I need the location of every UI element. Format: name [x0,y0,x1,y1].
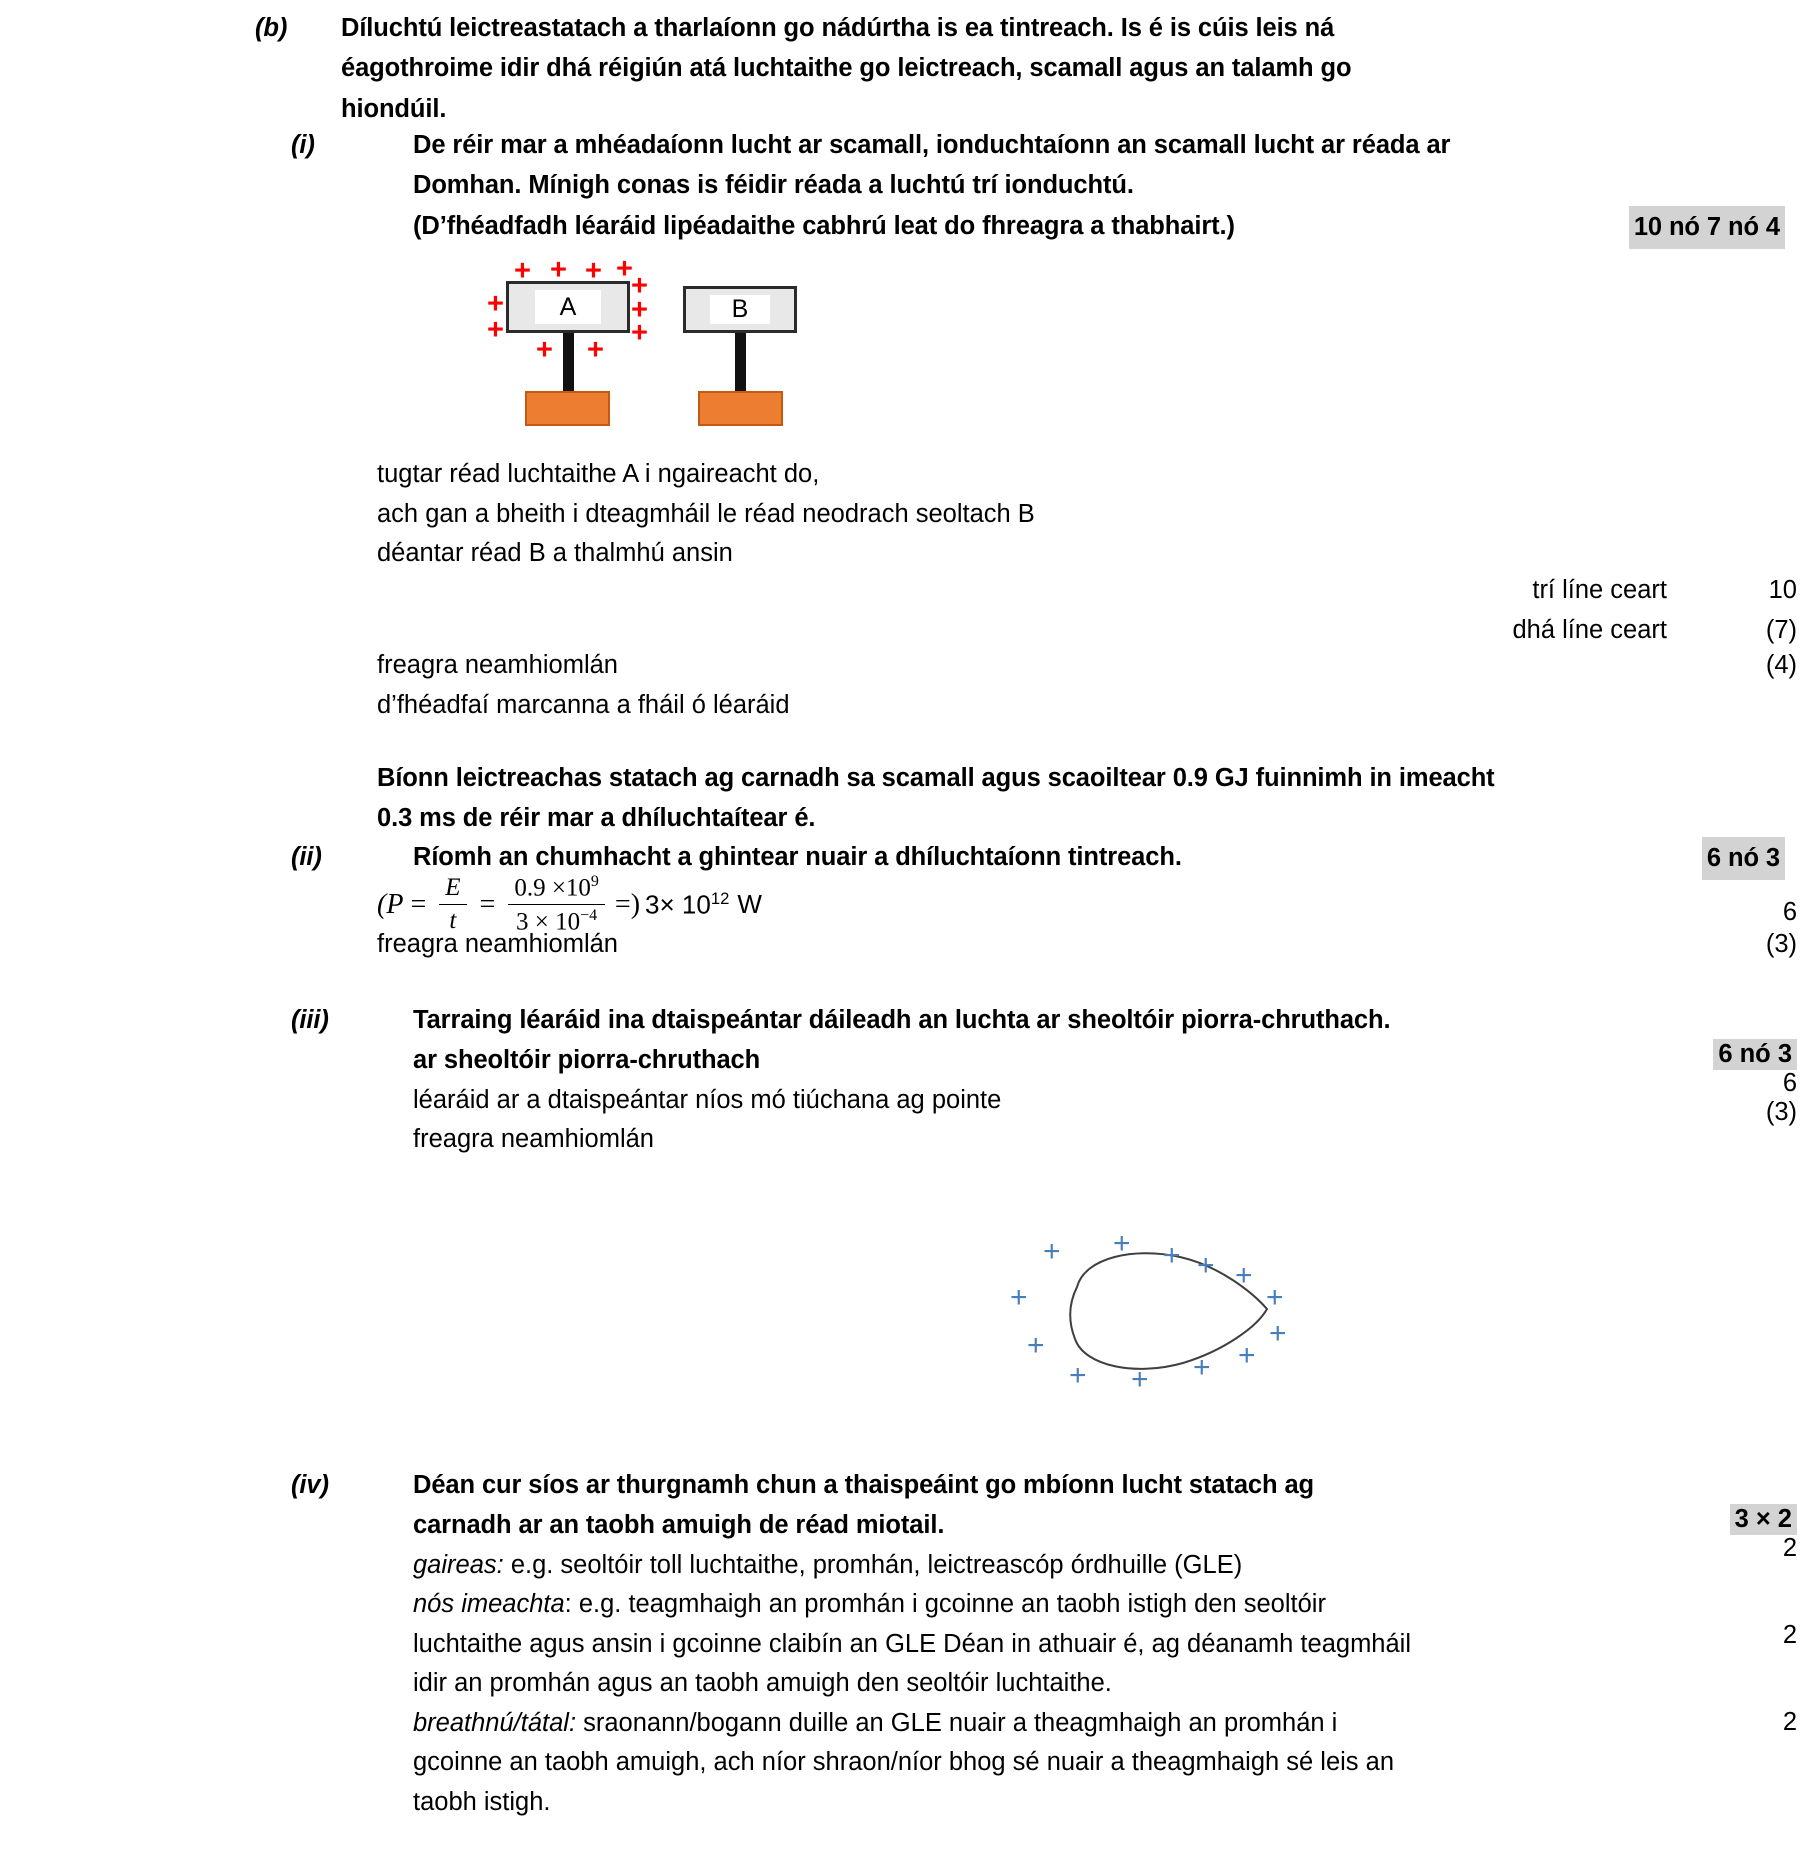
incomplete-mark: (3) [1765,930,1797,958]
diagram-note: d’fhéadfaí marcanna a fháil ó léaráid [377,690,790,719]
object-b-base [698,391,783,426]
incomplete-label: freagra neamhiomlán [377,651,618,679]
spacer-left [0,925,341,943]
denominator-mantissa: 3 × 10 [516,908,581,936]
formula-result [645,889,729,921]
pear-charge-plus-icon: + [1266,1281,1284,1314]
formula-open: (P [377,888,404,920]
charge-plus-icon: + [631,294,648,326]
part-b-text [341,8,1819,129]
part-iv-label-cell [0,1465,377,1505]
apparatus-mark: 2 [1782,1534,1797,1562]
fraction-denominator: t [449,907,457,935]
fraction-numerator: E [439,874,466,905]
criteria-mark: (7) [1765,615,1797,644]
incomplete-label: freagra neamhiomlán [377,930,618,958]
part-ii-question-text: Ríomh an chumhacht a ghintear nuair a dhíluchtaíonn tintreach. [413,843,1182,871]
criteria-mark: 10 [1768,576,1797,604]
stem-statement-text [341,758,1819,839]
pear-charge-plus-icon: + [1238,1339,1256,1372]
pear-charge-plus-icon: + [1163,1239,1181,1272]
criteria-lines [341,571,1677,650]
part-iii-marks-col [1677,1000,1819,1127]
formula-eq-2: = [479,888,496,920]
part-ii-label: (ii) [291,843,322,871]
result-mantissa: 3× 10 [645,889,711,920]
part-b-intro [0,8,1819,129]
spacer-left [0,758,341,776]
part-i-line-2: Domhan. Mínigh conas is féidir réada a luchtú trí ionduchtú. [413,171,1134,200]
part-iii-marks-box: 6 nó 3 [1713,1039,1797,1070]
procedure-line-2: luchtaithe agus ansin i gcoinne claibín an GLE Déan in athuair é, ag déanamh teagmháil [413,1629,1411,1658]
object-a-plate [506,281,630,333]
part-iv-question-line-1: Déan cur síos ar thurgnamh chun a thaispeáint go mbíonn lucht statach ag [413,1471,1315,1499]
charge-plus-icon: + [616,253,633,285]
answer-line: déantar réad B a thalmhú ansin [377,539,733,568]
part-ii-incomplete-text [341,925,1677,965]
part-ii-incomplete [0,925,1819,965]
pear-charge-plus-icon: + [1069,1359,1087,1392]
part-iii-label: (iii) [291,1006,329,1034]
observation-line-3: taobh istigh. [413,1787,551,1816]
answer-line: tugtar réad luchtaithe A i ngaireacht do, [377,460,820,488]
part-i-marks-box: 10 nó 7 nó 4 [1629,206,1785,249]
object-b-plate [683,286,797,333]
part-i-answers [0,455,1819,574]
pear-conductor-diagram [985,1227,1287,1400]
object-a-stem [563,333,574,398]
spacer-left [0,455,341,473]
part-iii-body [377,1000,1677,1160]
charge-plus-icon: + [536,334,553,366]
part-ii-label-cell [0,837,377,877]
object-b-label: B [731,295,749,323]
denominator-exponent: −4 [580,907,598,925]
apparatus-line [413,1546,1667,1586]
part-iii-label-cell [0,1000,377,1040]
apparatus-prefix: gaireas: [413,1550,504,1579]
observation-line-2: gcoinne an taobh amuigh, ach níor shraon/níor bhog sé nuair a theagmhaigh sé leis an [413,1748,1395,1777]
spacer-left [0,646,341,664]
criteria-label: trí líne ceart [1532,576,1667,604]
part-iii-detail-line: léaráid ar a dtaispeántar níos mó tiúchana ag pointe [413,1085,1002,1114]
formula-eq-1: = [410,888,427,920]
part-b-label: (b) [255,14,288,42]
charge-plus-icon: + [487,314,504,346]
numerator-exponent: 9 [590,873,599,890]
spacer-left [0,571,341,589]
part-b-line-3: hiondúil. [341,94,447,123]
procedure-line-1 [413,1585,1667,1625]
pear-charge-plus-icon: + [1193,1351,1211,1384]
charge-plus-icon: + [487,288,504,320]
stem-statement [0,758,1819,839]
incomplete-mark: (4) [1765,651,1797,679]
incomplete-label: freagra neamhiomlán [413,1125,654,1154]
formula-unit: W [737,889,762,920]
formula-eq-3: =) [614,888,641,920]
part-b-label-cell [0,8,341,48]
stem-line-1: Bíonn leictreachas statach ag carnadh sa scamall agus scaoiltear 0.9 GJ fuinnimh in imeacht [377,764,1495,792]
procedure-text-1: : e.g. teagmhaigh an promhán i gcoinne an taobh istigh den seoltóir [564,1590,1326,1619]
part-ii-incomplete-mark-cell [1677,925,1819,965]
incomplete-mark: (3) [1765,1098,1797,1126]
stem-line-2: 0.3 ms de réir mar a dhíluchtaítear é. [377,804,816,833]
charge-plus-icon: + [631,270,648,302]
pear-charge-plus-icon: + [1027,1329,1045,1362]
part-iv [0,1465,1819,1822]
part-iii [0,1000,1819,1160]
observation-prefix: breathnú/tátal: [413,1708,577,1737]
charge-plus-icon: + [514,255,531,287]
pear-charge-plus-icon: + [1197,1249,1215,1282]
answer-line: ach gan a bheith i dteagmháil le réad neodrach seoltach B [377,499,1035,528]
charge-plus-icon: + [585,255,602,287]
pear-charge-plus-icon: + [1269,1317,1287,1350]
incomplete-and-note [341,646,1677,725]
part-i-line-3: (D’fhéadfadh léaráid lipéadaithe cabhrú leat do fhreagra a thabhairt.) [413,211,1235,240]
part-i-text [377,125,1819,249]
part-ii-formula-mark-cell [1677,873,1819,933]
part-iv-marks-col [1677,1465,1819,1737]
part-ii-marks-box: 6 nó 3 [1702,837,1785,880]
pear-charge-plus-icon: + [1043,1235,1061,1268]
pear-charge-plus-icon: + [1235,1259,1253,1292]
part-i-criteria [0,571,1819,650]
part-i-line-1: De réir mar a mhéadaíonn lucht ar scamall, ionduchtaíonn an scamall lucht ar réada ar [413,131,1451,159]
part-i-incomplete [0,646,1819,725]
spacer-left [0,873,341,891]
criteria-marks [1677,571,1819,650]
part-iv-body [377,1465,1677,1822]
pear-charge-plus-icon: + [1010,1281,1028,1314]
result-exponent: 12 [710,889,730,908]
part-iv-question-line-2: carnadh ar an taobh amuigh de réad miotail. [413,1511,945,1540]
object-a-label: A [559,292,577,321]
part-i-question [0,125,1819,249]
procedure-prefix: nós imeachta [413,1590,565,1619]
criteria-label: dhá líne ceart [1512,615,1667,644]
part-b-line-2: éagothroime idir dhá réigiún atá luchtaithe go leictreach, scamall agus an talamh go [341,54,1352,83]
part-iv-marks-box: 3 × 2 [1730,1504,1797,1535]
part-iii-detail-mark: 6 [1782,1069,1797,1097]
part-i-label: (i) [291,131,315,159]
part-i-answer-lines [341,455,1819,574]
part-i-label-cell [0,125,377,165]
charge-plus-icon: + [587,334,604,366]
observation-line-1 [413,1704,1667,1744]
object-b-stem [735,333,746,398]
apparatus-text: e.g. seoltóir toll luchtaithe, promhán, leictreascóp órdhuille (GLE) [503,1550,1243,1579]
object-a-base [525,391,610,426]
formula-mark: 6 [1782,898,1797,926]
induction-diagram [470,248,890,433]
observation-mark: 2 [1782,1708,1797,1736]
procedure-line-3: idir an promhán agus an taobh amuigh den seoltóir luchtaithe. [413,1669,1112,1698]
charge-plus-icon: + [631,317,648,349]
charge-plus-icon: + [550,254,567,286]
part-iii-question-text: Tarraing léaráid ina dtaispeántar dáileadh an luchta ar sheoltóir piorra-chruthach. [413,1006,1391,1034]
procedure-mark: 2 [1782,1621,1797,1649]
part-iii-answer-line: ar sheoltóir piorra-chruthach [413,1046,761,1075]
numerator-mantissa: 0.9 ×10 [514,874,591,902]
fraction-numerator [508,873,605,905]
part-b-line-1: Díluchtú leictreastatach a tharlaíonn go nádúrtha is ea tintreach. Is é is cúis leis ná [341,14,1335,42]
incomplete-mark-cell [1677,646,1819,686]
pear-charge-plus-icon: + [1131,1363,1149,1396]
part-iv-label: (iv) [291,1471,329,1499]
observation-text-1: sraonann/bogann duille an GLE nuair a theagmhaigh an promhán i [576,1708,1338,1737]
pear-charge-plus-icon: + [1113,1227,1131,1260]
